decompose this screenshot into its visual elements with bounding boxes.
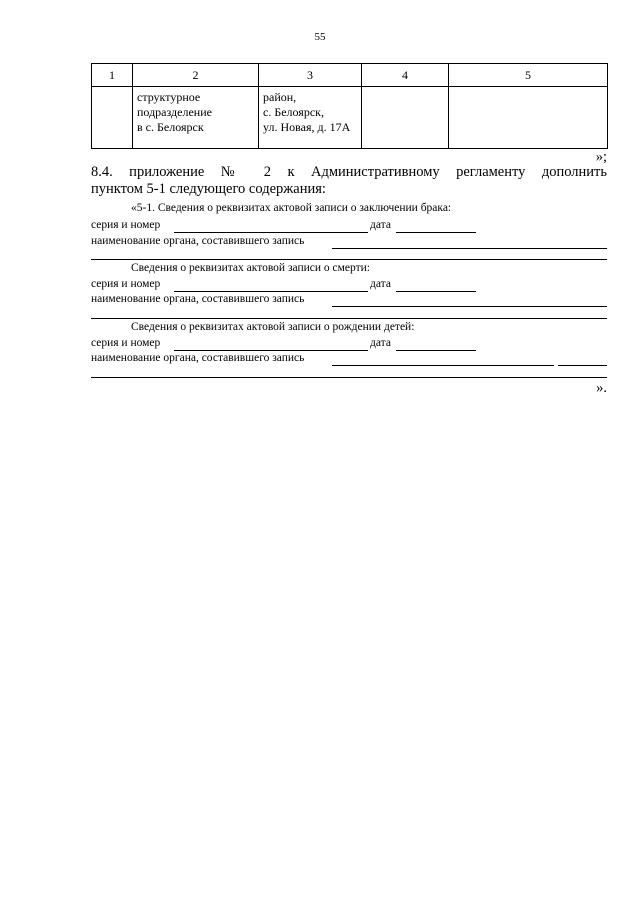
section-title-death: Сведения о реквизитах актовой записи о смерти:	[131, 262, 370, 274]
date-label: дата	[370, 278, 391, 290]
authority-label: наименование органа, составившего запись	[91, 293, 305, 305]
table-header-cell: 1	[92, 64, 133, 87]
section-title-birth: Сведения о реквизитах актовой записи о рождении детей:	[131, 321, 415, 333]
table-header-cell: 3	[259, 64, 362, 87]
full-underline	[91, 259, 607, 260]
page-number: 55	[314, 31, 326, 43]
table-header-cell: 4	[362, 64, 449, 87]
series-label: серия и номер	[91, 219, 161, 231]
table-header-row	[92, 64, 608, 87]
authority-underline-extra	[558, 365, 607, 366]
authority-label: наименование органа, составившего запись	[91, 352, 305, 364]
date-underline	[396, 232, 476, 233]
table-header-cell: 2	[133, 64, 259, 87]
table-cell	[133, 87, 259, 149]
cell-line: подразделение	[137, 105, 212, 119]
paragraph-line: пунктом 5-1 следующего содержания:	[91, 181, 326, 197]
table-row	[92, 87, 608, 149]
data-table	[91, 63, 608, 149]
cell-line: в с. Белоярск	[137, 120, 204, 134]
authority-label: наименование органа, составившего запись	[91, 235, 305, 247]
table-cell	[362, 87, 449, 149]
end-mark: ».	[596, 380, 607, 396]
series-label: серия и номер	[91, 337, 161, 349]
authority-underline	[332, 365, 554, 366]
cell-line: структурное	[137, 90, 201, 104]
closing-quote: »;	[595, 149, 607, 165]
series-underline	[174, 232, 368, 233]
table-cell	[449, 87, 608, 149]
table-header-cell: 5	[449, 64, 608, 87]
full-underline	[91, 318, 607, 319]
table-cell	[92, 87, 133, 149]
cell-line: ул. Новая, д. 17А	[263, 120, 351, 134]
paragraph-line: 8.4. приложение № 2 к Административному регламенту дополнить	[91, 164, 607, 180]
date-label: дата	[370, 337, 391, 349]
cell-line: район,	[263, 90, 297, 104]
series-underline	[174, 291, 368, 292]
authority-underline	[332, 248, 607, 249]
date-underline	[396, 291, 476, 292]
date-label: дата	[370, 219, 391, 231]
date-underline	[396, 350, 476, 351]
series-underline	[174, 350, 368, 351]
section-title-marriage: «5-1. Сведения о реквизитах актовой записи о заключении брака:	[131, 202, 452, 214]
full-underline	[91, 377, 607, 378]
authority-underline	[332, 306, 607, 307]
cell-line: с. Белоярск,	[263, 105, 324, 119]
table-cell	[259, 87, 362, 149]
series-label: серия и номер	[91, 278, 161, 290]
